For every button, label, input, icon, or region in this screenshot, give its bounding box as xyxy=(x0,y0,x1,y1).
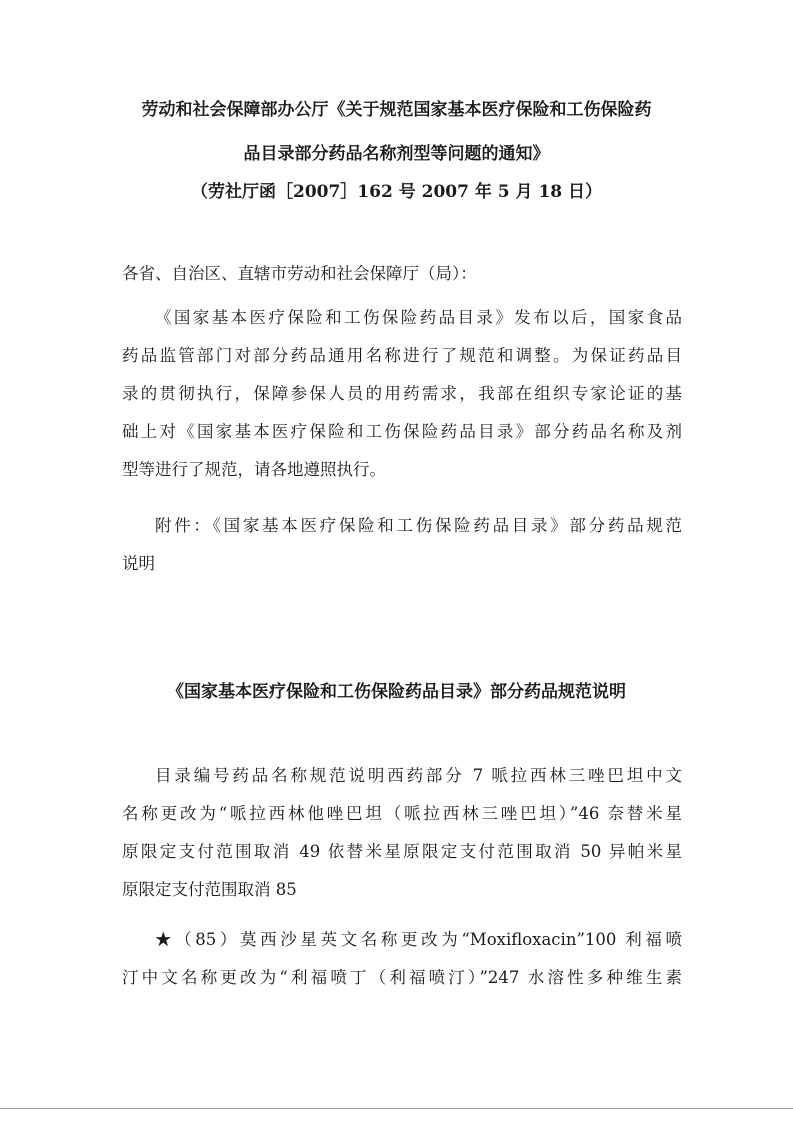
paragraph-2-line: 原限定支付范围取消 85 xyxy=(122,880,297,899)
salutation: 各省、自治区、直辖市劳动和社会保障厅（局）： xyxy=(122,264,477,283)
attachment-line: 说明 xyxy=(122,554,155,573)
paragraph-2-line: 原限定支付范围取消 49 依替米星原限定支付范围取消 50 异帕米星 xyxy=(122,842,682,861)
paragraph-1-line: 《国家基本医疗保险和工伤保险药品目录》发布以后，国家食品 xyxy=(155,308,682,327)
paragraph-1-line: 药品监管部门对部分药品通用名称进行了规范和调整。为保证药品目 xyxy=(122,346,682,365)
document-title-line-2: 品目录部分药品名称剂型等问题的通知》 xyxy=(243,144,550,164)
section-title: 《国家基本医疗保险和工伤保险药品目录》部分药品规范说明 xyxy=(167,682,626,702)
paragraph-2-line: 目录编号药品名称规范说明西药部分 7 哌拉西林三唑巴坦中文 xyxy=(155,766,682,785)
paragraph-1-line: 录的贯彻执行，保障参保人员的用药需求，我部在组织专家论证的基 xyxy=(122,384,682,403)
paragraph-1-line: 础上对《国家基本医疗保险和工伤保险药品目录》部分药品名称及剂 xyxy=(122,422,682,441)
paragraph-3-line: ★（85）莫西沙星英文名称更改为“Moxifloxacin”100 利福喷 xyxy=(155,930,682,949)
page-bottom-rule xyxy=(0,1108,793,1109)
attachment-line: 附件：《国家基本医疗保险和工伤保险药品目录》部分药品规范 xyxy=(155,516,682,535)
paragraph-2-line: 名称更改为“哌拉西林他唑巴坦（哌拉西林三唑巴坦）”46 奈替米星 xyxy=(122,804,682,823)
paragraph-3-line: 汀中文名称更改为“利福喷丁（利福喷汀）”247 水溶性多种维生素 xyxy=(122,968,682,987)
paragraph-1-line: 型等进行了规范，请各地遵照执行。 xyxy=(122,460,386,479)
document-title-line-1: 劳动和社会保障部办公厅《关于规范国家基本医疗保险和工伤保险药 xyxy=(141,100,652,120)
document-reference-line: （劳社厅函［2007］162 号 2007 年 5 月 18 日） xyxy=(190,182,603,202)
